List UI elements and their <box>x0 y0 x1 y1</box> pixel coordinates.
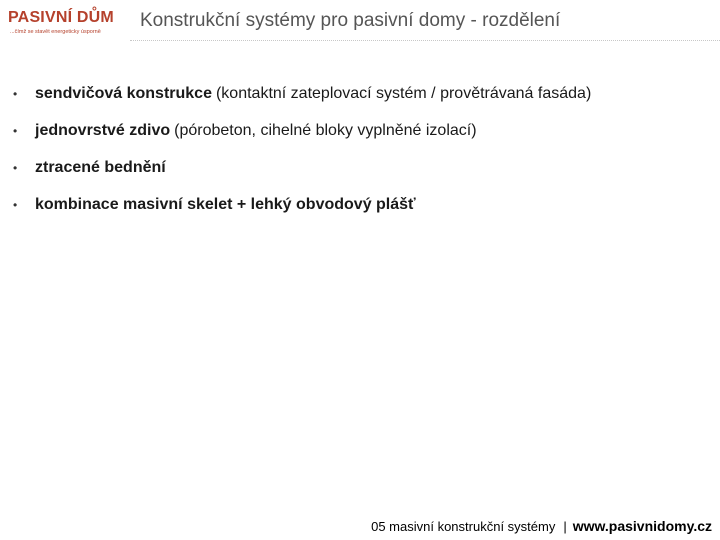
bullet-item <box>13 122 713 159</box>
pasivni-dum-logo <box>8 9 130 39</box>
bullet-dot-icon: • <box>13 161 18 175</box>
bullet-dot-icon: • <box>13 87 18 101</box>
slide-title: Konstrukční systémy pro pasivní domy - rozdělení <box>140 10 561 31</box>
footer-section-label: 05 masivní konstrukční systémy <box>371 519 556 534</box>
footer-separator: | <box>563 519 567 534</box>
bullet-main-text: kombinace masivní skelet + lehký obvodový plášť <box>35 196 416 213</box>
bullet-main-text: ztracené bednění <box>35 159 166 176</box>
bullet-item <box>13 196 713 233</box>
bullet-detail-text: (kontaktní zateplovací systém / provětrávaná fasáda) <box>215 85 592 102</box>
bullet-list <box>13 85 713 233</box>
header-divider <box>130 40 720 41</box>
logo-tagline: ...čímž se stavět energeticky úsporně <box>10 29 101 35</box>
bullet-detail-text: (pórobeton, cihelné bloky vyplněné izolací) <box>174 122 477 139</box>
bullet-main-text: sendvičová konstrukce <box>35 85 212 102</box>
bullet-item <box>13 85 713 122</box>
bullet-item <box>13 159 713 196</box>
bullet-dot-icon: • <box>13 198 18 212</box>
bullet-dot-icon: • <box>13 124 18 138</box>
slide-footer <box>371 518 712 534</box>
bullet-main-text: jednovrstvé zdivo <box>35 122 171 139</box>
slide-header <box>0 0 720 44</box>
footer-website-link[interactable]: www.pasivnidomy.cz <box>572 518 712 534</box>
logo-name: PASIVNÍ DŮM <box>8 9 114 26</box>
